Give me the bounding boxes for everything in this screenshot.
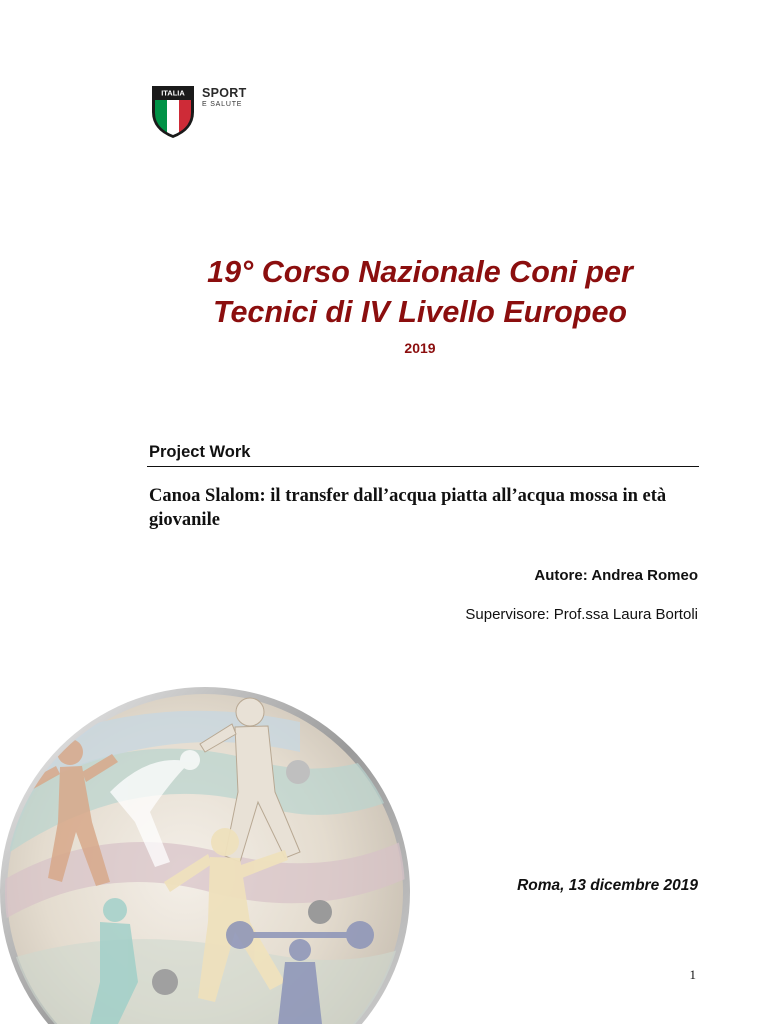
place-date: Roma, 13 dicembre 2019 [517,877,698,894]
logo-sport-text: SPORT [202,86,247,100]
author-line: Autore: Andrea Romeo [534,567,698,584]
course-title-line-2: Tecnici di IV Livello Europeo [212,295,628,329]
logo-esalute-text: E SALUTE [202,101,243,108]
course-year: 2019 [404,340,436,356]
logo-flag-text: ITALIA [161,88,185,98]
project-work-label: Project Work [149,443,251,461]
course-title-line-1: 19° Corso Nazionale Coni per [207,255,633,289]
page-number: 1 [689,967,696,982]
course-title [100,252,740,332]
supervisor-line: Supervisore: Prof.ssa Laura Bortoli [465,606,698,623]
sport-e-salute-logo [150,84,260,140]
sports-silhouettes-circle-icon [0,682,420,1024]
project-title: Canoa Slalom: il transfer dall’acqua piatta all’acqua mossa in età giovanile [149,486,667,530]
section-divider [147,466,699,467]
italia-shield-icon [150,84,196,140]
